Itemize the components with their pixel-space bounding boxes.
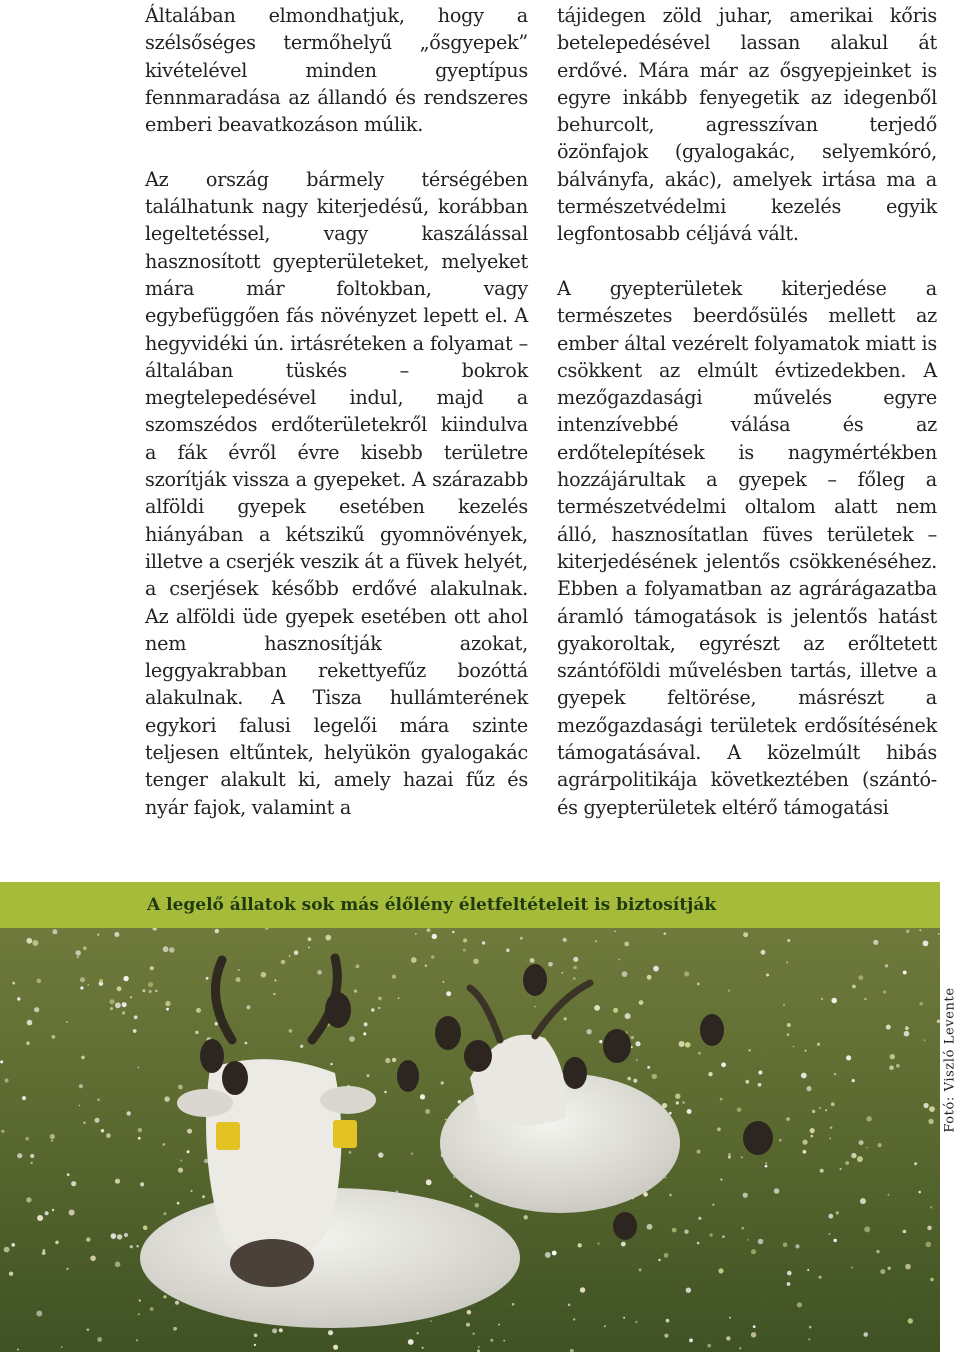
paragraph-invasive-species: tájidegen zöld juhar, amerikai kőris betelepedésével lassan alakul át erdővé. Mára már az ősgyepjeinket is egyre inkább fenyegetik az idegenből behurcolt, agresszívan terjedő özönfajok (gyalogakác, selyemkóró, bálványfa, akác), amelyek irtása ma a természetvédelmi kezelés egyik legfontosabb céljává vált. bbox=[557, 4, 937, 246]
figure-caption: A legelő állatok sok más élőlény életfeltételeit is biztosítják bbox=[147, 895, 717, 915]
left-text-column bbox=[145, 2, 528, 821]
right-text-column bbox=[557, 2, 937, 821]
photo-credit: Fotó: Viszló Levente bbox=[942, 987, 958, 1133]
grey-cattle-with-starlings-photo bbox=[0, 928, 940, 1352]
paragraph-grassland-overgrowth: Az ország bármely térségében találhatunk nagy kiterjedésű, korábban legeltetéssel, vagy kaszálással hasznosított gyepterületeket, melyeket mára már foltokban, vagy egybefüggően fás növényzet lepett el. A hegyvidéki ún. irtásréteken a folyamat – általában tüskés – bokrok megtelepedésével indul, majd a szomszédos erdőterületekről kiindulva a fák évről évre kisebb területre szorítják vissza a gyepeket. A szárazabb alföldi gyepek esetében kezelés hiányában a kétszikű gyomnövények, illetve a cserjék veszik át a füvek helyét, a cserjések később erdővé alakulnak. Az alföldi üde gyepek esetében ott ahol nem hasznosítják azokat, leggyakrabban rekettyefűz bozóttá alakulnak. A Tisza hullámterének egykori falusi legelői mára szinte teljesen eltűntek, helyükön gyalogakác tenger alakult ki, amely hazai fűz és nyár fajok, valamint a bbox=[145, 167, 528, 819]
figure-caption-bar bbox=[0, 882, 940, 928]
paragraph-intro: Általában elmondhatjuk, hogy a szélsőséges termőhelyű „ősgyepek” kivételével minden gyeptípus fennmaradása az állandó és rendszeres emberi beavatkozáson múlik. bbox=[145, 4, 528, 137]
photo-credit-strip bbox=[940, 928, 960, 1352]
paragraph-agricultural-causes: A gyepterületek kiterjedése a természetes beerdősülés mellett az ember által vezérelt folyamatok miatt is csökkent az elmúlt évtizedekben. A mezőgazdasági művelés egyre intenzívebbé válása és az erdőtelepítések is nagymértékben hozzájárultak a gyepek – főleg a természetvédelmi oltalom alatt nem álló, hasznosítatlan füves területek – kiterjedésének jelentős csökkenéséhez. Ebben a folyamatban az agrárágazatba áramló támogatások is jelentős hatást gyakoroltak, egyrészt az erőltetett szántóföldi művelésben tartás, illetve a gyepek feltörése, másrészt a mezőgazdasági területek erdősítésének támogatásával. A közelmúlt hibás agrárpolitikája következtében (szántó- és gyepterületek eltérő támogatási bbox=[557, 276, 937, 819]
